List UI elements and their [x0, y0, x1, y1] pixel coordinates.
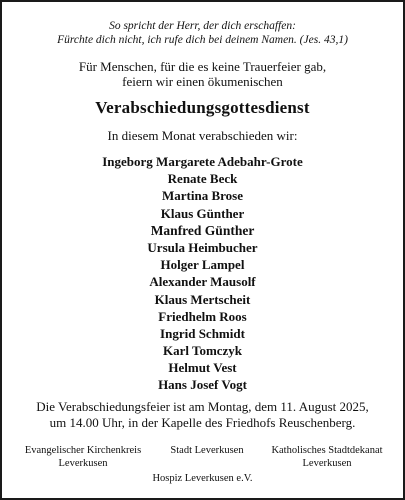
info-line-2: um 14.00 Uhr, in der Kapelle des Friedhofs Reuschenberg.: [49, 415, 356, 430]
name-item: Alexander Mausolf: [149, 274, 256, 290]
names-list: [2, 153, 403, 394]
org-hospice: Hospiz Leverkusen e.V.: [152, 473, 253, 484]
org-evangelical-line-2: Leverkusen: [58, 458, 108, 469]
name-item: Hans Josef Vogt: [158, 377, 247, 393]
quote-line-1: So spricht der Herr, der dich erschaffen:: [109, 20, 296, 32]
bible-quote: [2, 19, 403, 47]
name-item: Ingrid Schmidt: [160, 325, 245, 341]
org-catholic-line-1: Katholisches Stadtdekanat: [271, 445, 383, 456]
info-line-1: Die Verabschiedungsfeier ist am Montag, dem 11. August 2025,: [36, 399, 369, 414]
name-item: Renate Beck: [167, 171, 238, 187]
month-intro: In diesem Monat verabschieden wir:: [107, 128, 298, 143]
intro-text: [2, 59, 403, 89]
intro-line-2: feiern wir einen ökumenischen: [122, 74, 283, 89]
quote-line-2: Fürchte dich nicht, ich rufe dich bei deinem Namen. (Jes. 43,1): [57, 34, 348, 46]
name-item: Klaus Günther: [160, 205, 245, 221]
org-city: Stadt Leverkusen: [170, 445, 244, 456]
service-title: Verabschiedungsgottesdienst: [95, 98, 310, 117]
ceremony-info: [2, 399, 403, 431]
name-item: Friedhelm Roos: [158, 308, 247, 324]
org-evangelical-line-1: Evangelischer Kirchenkreis: [24, 445, 142, 456]
name-item: Ingeborg Margarete Adebahr-Grote: [102, 154, 303, 169]
name-item: Martina Brose: [162, 188, 243, 204]
org-catholic: [260, 444, 394, 470]
name-item: Holger Lampel: [160, 257, 245, 273]
name-item: Ursula Heimbucher: [147, 239, 258, 255]
name-item: Karl Tomczyk: [162, 343, 243, 359]
intro-line-1: Für Menschen, für die es keine Trauerfeier gab,: [78, 59, 327, 74]
org-evangelical: [16, 444, 150, 470]
org-catholic-line-2: Leverkusen: [302, 458, 352, 469]
name-item: Klaus Mertscheit: [154, 291, 251, 307]
name-item: Helmut Vest: [168, 360, 237, 376]
name-item: Manfred Günther: [150, 222, 255, 238]
